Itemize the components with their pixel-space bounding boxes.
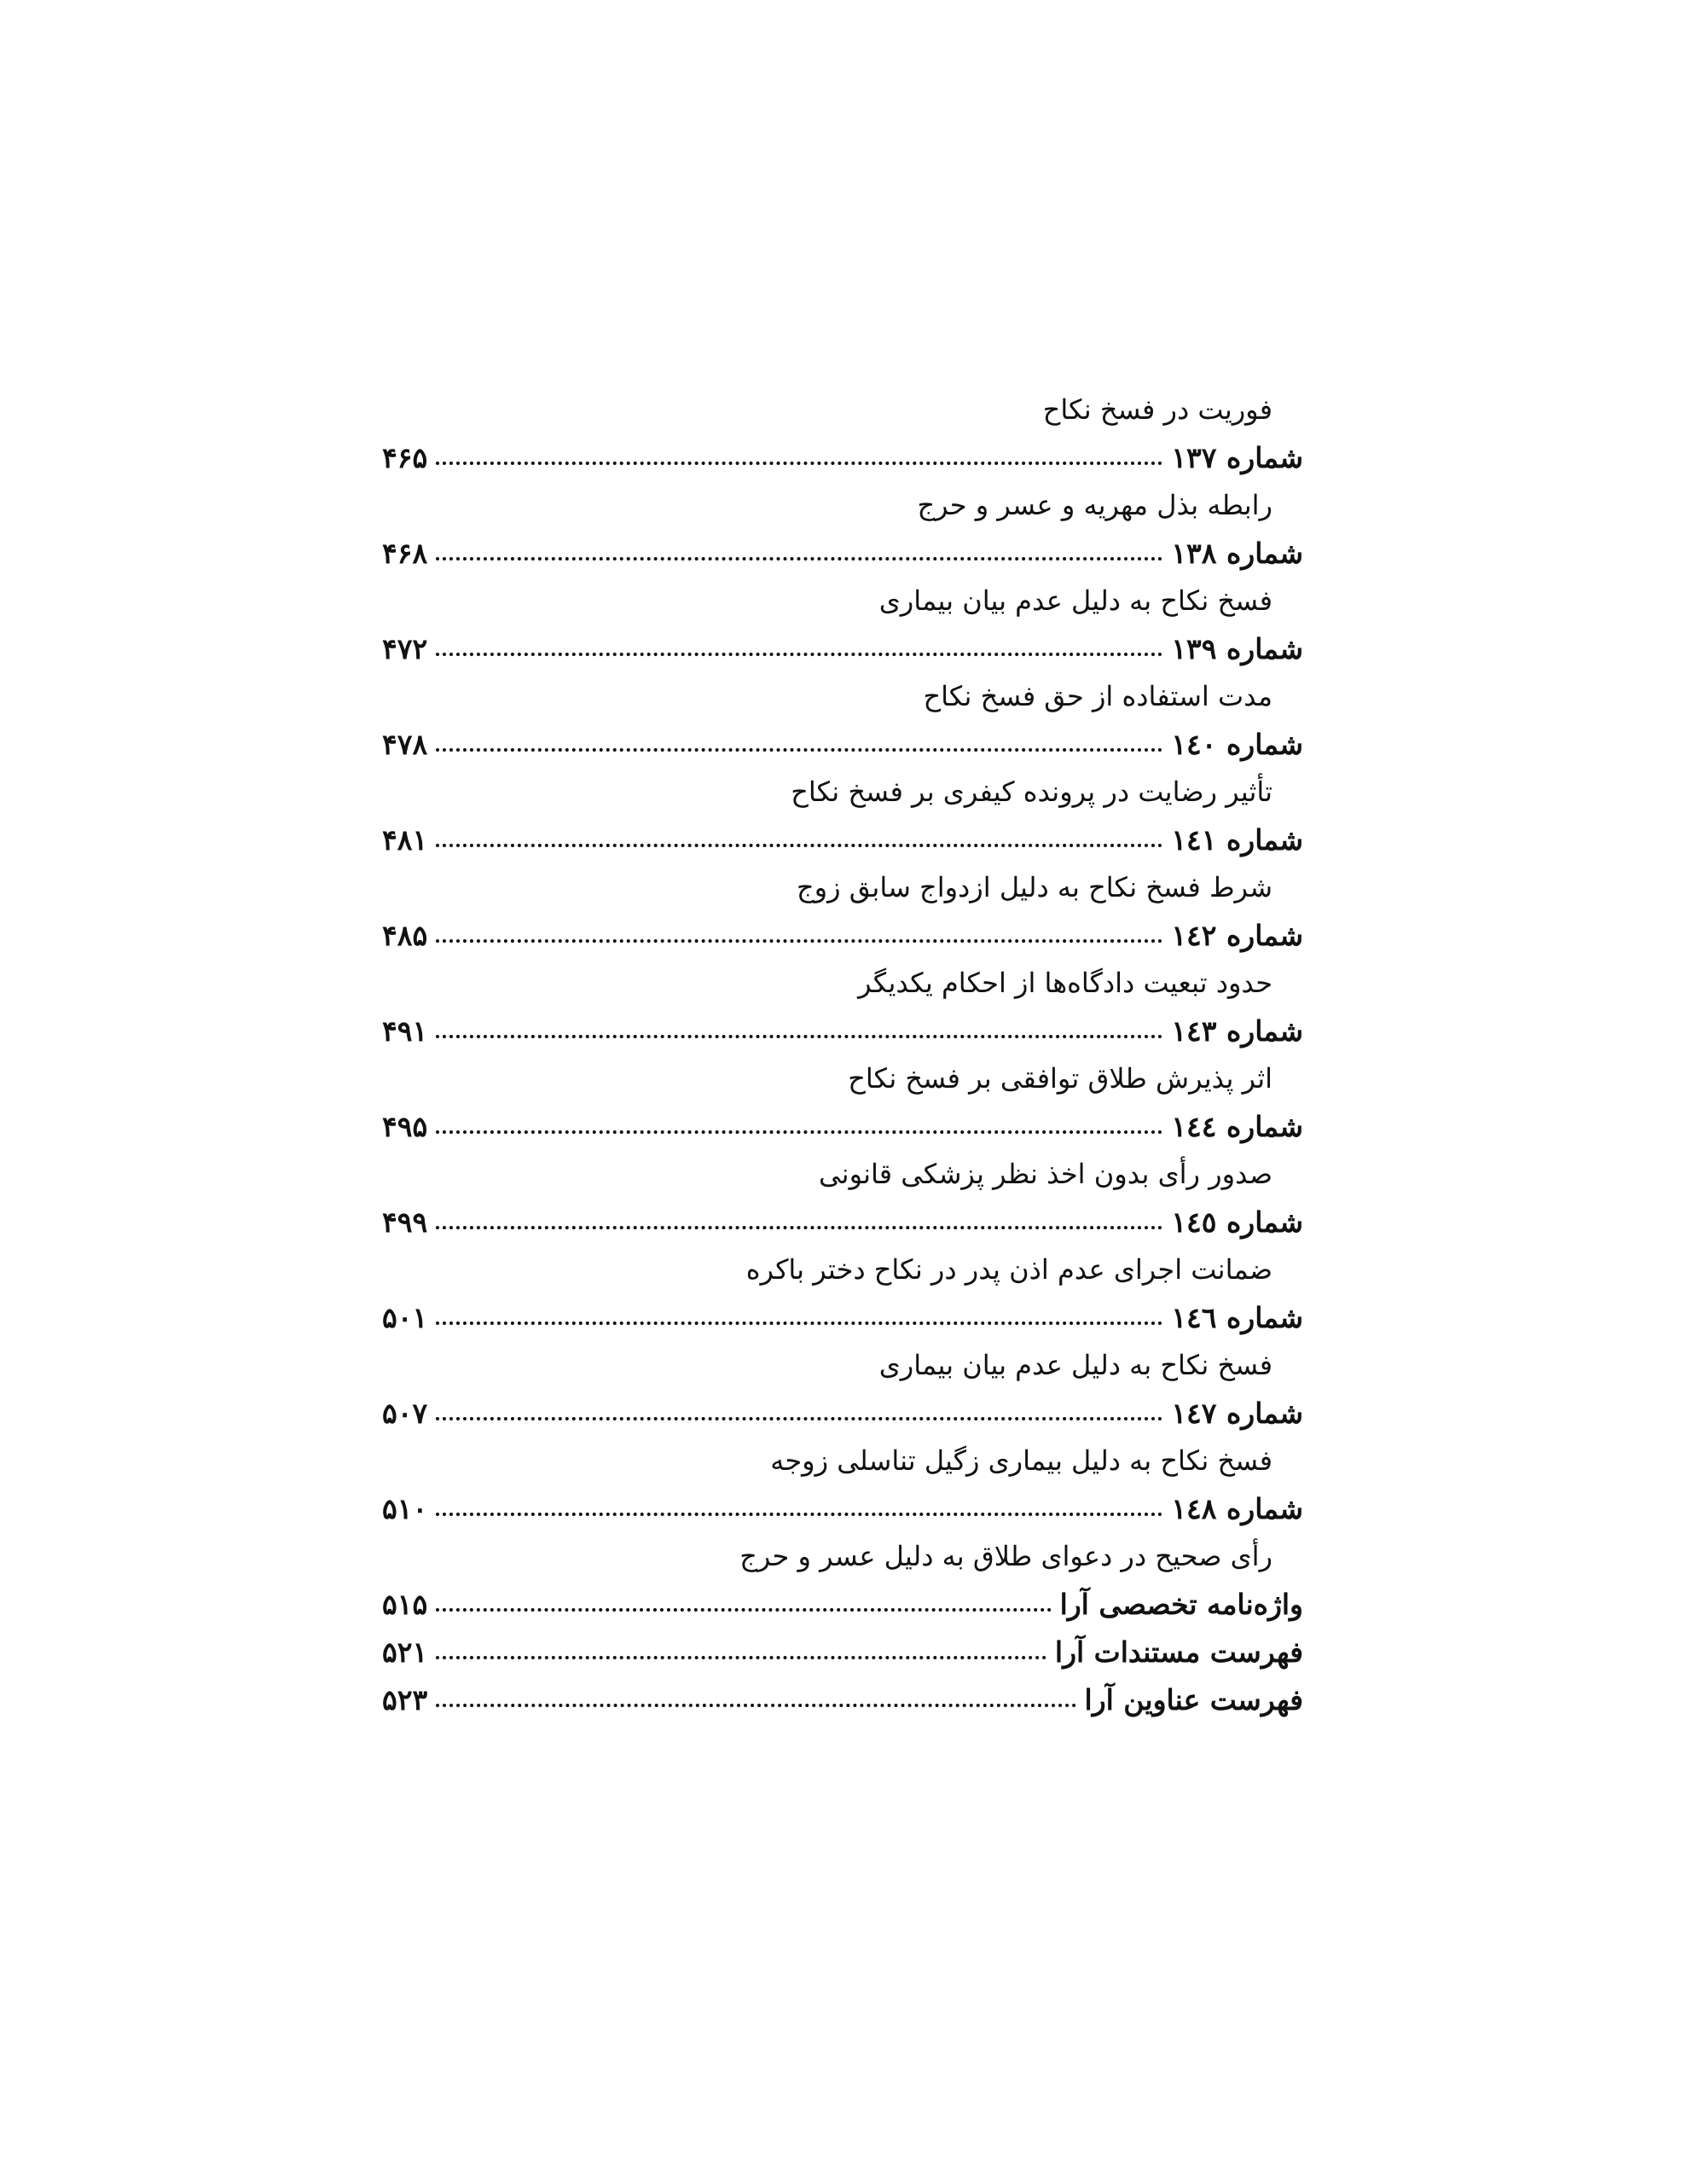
toc-page-number: ۴۷۲ — [382, 631, 428, 665]
toc-page-number: ۵۲۱ — [382, 1635, 428, 1669]
toc-entry — [382, 911, 1303, 959]
toc-page-number: ۵۰۱ — [382, 1300, 428, 1334]
toc-topic: رأی صحیح در دعوای طلاق به دلیل عسر و حرج — [739, 1540, 1272, 1572]
toc-block — [382, 768, 1303, 863]
toc-page-number: ۵۰۷ — [382, 1396, 428, 1430]
toc-entry — [382, 1389, 1303, 1437]
toc-entry-label: شماره ١٤٦ — [1171, 1300, 1303, 1334]
toc-page-number: ۴۶۵ — [382, 440, 428, 474]
dot-leader — [436, 653, 1162, 656]
dot-leader — [436, 462, 1162, 465]
toc-topic: فسخ نکاح به دلیل عدم بیان بیماری — [878, 1349, 1272, 1381]
toc-entry — [382, 624, 1303, 672]
toc-block — [382, 1628, 1303, 1676]
toc-entry-label: شماره ١٤٨ — [1171, 1491, 1303, 1525]
toc-block — [382, 1150, 1303, 1246]
dot-leader — [436, 1226, 1162, 1229]
toc-entry-label: واژه‌نامه تخصصی آرا — [1059, 1587, 1303, 1621]
dot-leader — [436, 557, 1162, 561]
toc-page-number: ۵۲۳ — [382, 1682, 428, 1716]
toc-block — [382, 959, 1303, 1054]
toc-entry-label: شماره ١٤٧ — [1171, 1396, 1303, 1430]
toc-entry — [382, 529, 1303, 577]
toc-topic: رابطه بذل مهریه و عسر و حرج — [917, 489, 1272, 521]
toc-entry — [382, 1676, 1303, 1723]
toc-entry-label: شماره ١٤٠ — [1171, 727, 1303, 761]
toc-entry-label: فهرست مستندات آرا — [1054, 1635, 1303, 1669]
toc-topic: فسخ نکاح به دلیل عدم بیان بیماری — [878, 584, 1272, 617]
toc-page-number: ۴۷۸ — [382, 727, 428, 761]
dot-leader — [436, 1035, 1162, 1038]
toc-page-number: ۴۹۹ — [382, 1205, 428, 1239]
toc-entry-label: شماره ١٤٣ — [1171, 1014, 1303, 1048]
toc-page-number: ۴۸۵ — [382, 918, 428, 952]
dot-leader — [436, 1704, 1075, 1707]
toc-entry — [382, 1198, 1303, 1246]
toc-entry-label: شماره ١٤١ — [1171, 822, 1303, 857]
toc-topic: تأثیر رضایت در پرونده کیفری بر فسخ نکاح — [791, 775, 1272, 808]
toc-page-number: ۴۶۸ — [382, 536, 428, 570]
toc-block — [382, 386, 1303, 481]
dot-leader — [436, 1608, 1051, 1612]
dot-leader — [436, 844, 1162, 847]
dot-leader — [436, 1130, 1162, 1134]
toc-entry-label: شماره ۱۳۸ — [1171, 536, 1303, 570]
toc-entry — [382, 1007, 1303, 1054]
toc-topic: شرط فسخ نکاح به دلیل ازدواج سابق زوج — [796, 871, 1272, 903]
toc-entry — [382, 816, 1303, 863]
toc-entry-label: شماره ١٤٢ — [1171, 918, 1303, 952]
toc-topic: اثر پذیرش طلاق توافقی بر فسخ نکاح — [848, 1062, 1272, 1095]
toc-entry-label: شماره ۱۳۹ — [1171, 631, 1303, 665]
dot-leader — [436, 1321, 1162, 1325]
toc-topic: فوریت در فسخ نکاح — [1042, 393, 1272, 426]
dot-leader — [436, 1417, 1162, 1420]
toc-entry-label: شماره ۱۳۷ — [1171, 440, 1303, 474]
toc-topic: مدت استفاده از حق فسخ نکاح — [923, 680, 1272, 712]
toc-topic: ضمانت اجرای عدم اذن پدر در نکاح دختر باکره — [745, 1253, 1272, 1286]
toc-block — [382, 481, 1303, 577]
toc-page-number: ۴۹۱ — [382, 1014, 428, 1048]
toc-entry — [382, 1293, 1303, 1341]
toc-entry — [382, 1628, 1303, 1676]
toc-entry — [382, 720, 1303, 768]
toc-entry — [382, 433, 1303, 481]
toc-page-number: ۴۹۵ — [382, 1109, 428, 1143]
toc-entry — [382, 1102, 1303, 1150]
toc-block — [382, 1532, 1303, 1628]
toc-page-number: ۵۱۵ — [382, 1587, 428, 1621]
toc-page-number: ۴۸۱ — [382, 822, 428, 857]
toc-topic: فسخ نکاح به دلیل بیماری زگیل تناسلی زوجه — [770, 1444, 1272, 1477]
table-of-contents — [382, 386, 1303, 1723]
toc-block — [382, 1054, 1303, 1150]
toc-topic: صدور رأی بدون اخذ نظر پزشکی قانونی — [818, 1158, 1272, 1190]
toc-topic: حدود تبعیت دادگاه‌ها از احکام یکدیگر — [858, 967, 1272, 999]
toc-entry — [382, 1580, 1303, 1628]
toc-block — [382, 863, 1303, 959]
dot-leader — [436, 1656, 1046, 1659]
toc-block — [382, 1676, 1303, 1723]
toc-block — [382, 1341, 1303, 1437]
toc-page-number: ۵۱۰ — [382, 1491, 428, 1525]
toc-entry-label: شماره ١٤٥ — [1171, 1205, 1303, 1239]
toc-entry-label: شماره ١٤٤ — [1171, 1109, 1303, 1143]
toc-block — [382, 1437, 1303, 1532]
toc-entry — [382, 1484, 1303, 1532]
toc-block — [382, 1246, 1303, 1341]
toc-block — [382, 577, 1303, 672]
dot-leader — [436, 748, 1162, 752]
dot-leader — [436, 939, 1162, 943]
toc-block — [382, 672, 1303, 768]
toc-entry-label: فهرست عناوین آرا — [1084, 1682, 1303, 1716]
dot-leader — [436, 1513, 1162, 1516]
